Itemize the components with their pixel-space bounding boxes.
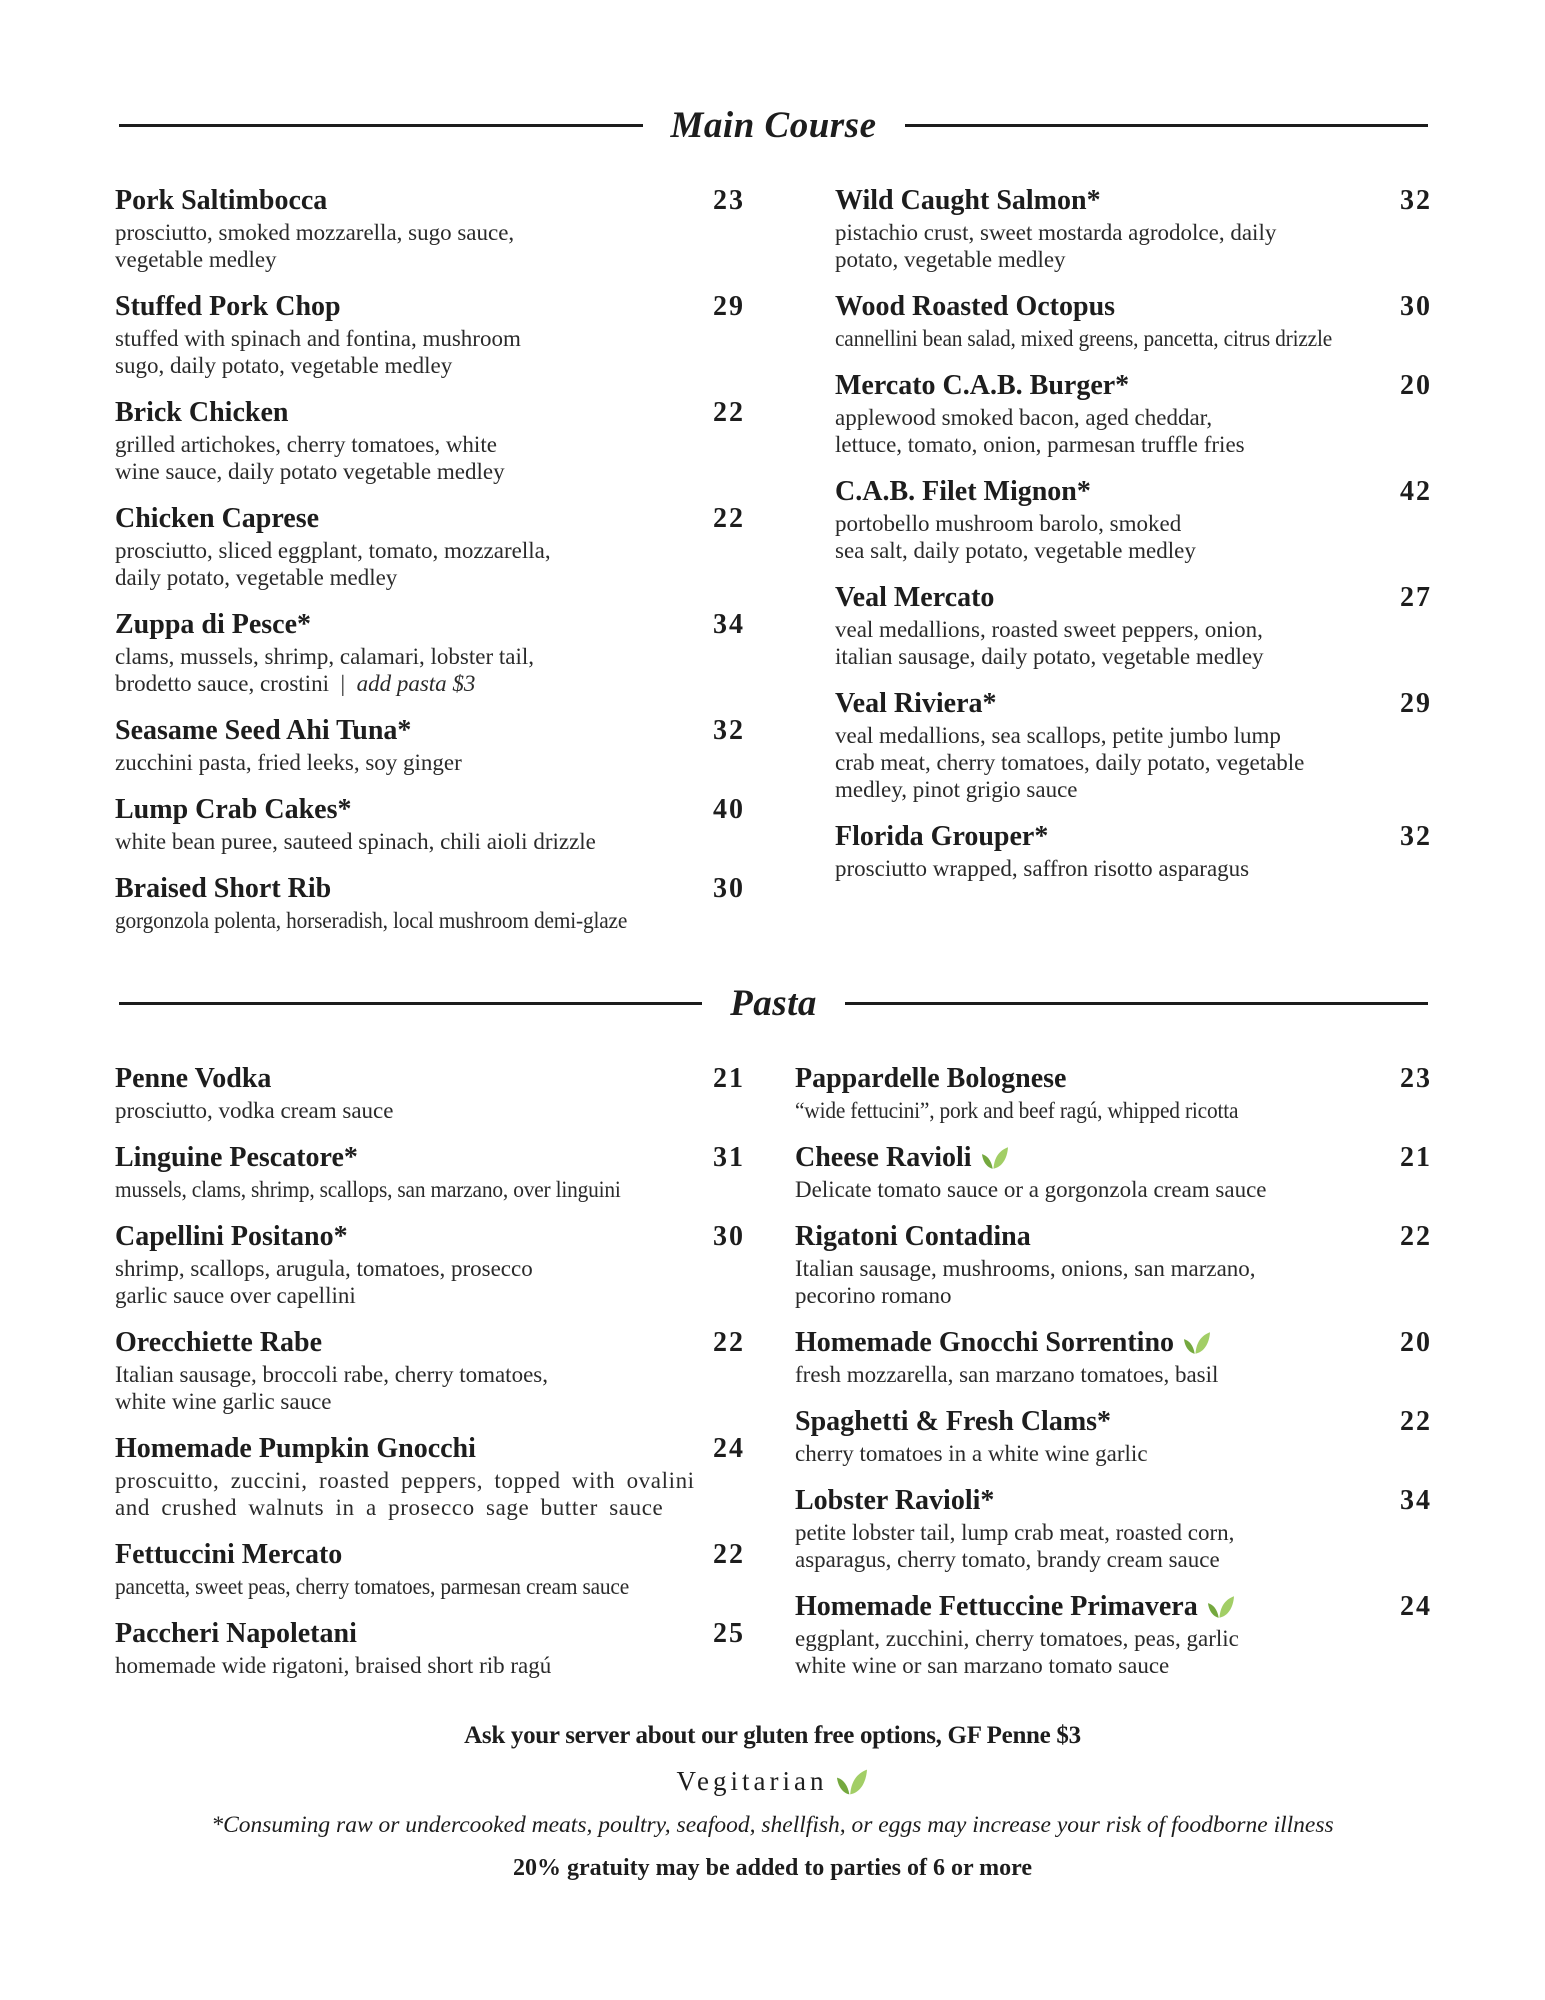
menu-item-name: Lump Crab Cakes*	[115, 794, 352, 825]
menu-item-header	[115, 1063, 745, 1095]
menu-item-price: 24	[713, 1433, 745, 1464]
menu-item-header	[115, 1618, 745, 1650]
menu-item-description-line: shrimp, scallops, arugula, tomatoes, prosecco	[115, 1256, 533, 1281]
gratuity-note: 20% gratuity may be added to parties of 6 or more	[512, 1855, 1033, 1881]
menu-item-header	[795, 1063, 1432, 1095]
menu-item	[115, 794, 745, 855]
gluten-free-note: Ask your server about our gluten free options, GF Penne $3	[464, 1722, 1081, 1749]
menu-item-name: Veal Mercato	[835, 582, 995, 613]
menu-item-description-line: white bean puree, sauteed spinach, chili aioli drizzle	[115, 829, 596, 854]
menu-item-description	[835, 616, 1432, 670]
menu-item	[835, 821, 1432, 882]
menu-item-header	[835, 582, 1432, 614]
menu-item-name: Lobster Ravioli*	[795, 1485, 995, 1516]
menu-item-description-line: pecorino romano	[795, 1283, 952, 1308]
menu-item-name: Homemade Pumpkin Gnocchi	[115, 1433, 476, 1464]
raw-food-disclaimer: *Consuming raw or undercooked meats, poultry, seafood, shellfish, or eggs may increase your risk of foodborne illness	[211, 1812, 1334, 1838]
menu-item-header	[795, 1485, 1432, 1517]
menu-item-description-line: zucchini pasta, fried leeks, soy ginger	[115, 750, 462, 775]
menu-item-description	[115, 537, 745, 591]
menu-item-description-line: prosciutto, smoked mozzarella, sugo sauce,	[115, 220, 515, 245]
menu-item-header	[795, 1406, 1432, 1438]
menu-item-description	[115, 828, 745, 855]
menu-item-description-line: Italian sausage, mushrooms, onions, san marzano,	[795, 1256, 1256, 1281]
menu-item-description	[795, 1519, 1432, 1573]
menu-item-name: Cheese Ravioli	[795, 1142, 972, 1173]
header-rule-right	[905, 124, 1429, 127]
header-rule-left	[119, 1002, 702, 1005]
menu-item-description	[795, 1176, 1432, 1203]
menu-item	[835, 476, 1432, 564]
menu-item	[115, 185, 745, 273]
menu-item	[835, 370, 1432, 458]
menu-item-name: Veal Riviera*	[835, 688, 997, 719]
menu-item-description-line: vegetable medley	[115, 247, 277, 272]
menu-item	[115, 1142, 745, 1203]
menu-item-name: Penne Vodka	[115, 1063, 272, 1094]
menu-item-description-line: proscuitto, zuccini, roasted peppers, topped with ovalini	[115, 1468, 695, 1493]
menu-item-header	[115, 503, 745, 535]
italic-note: add pasta $3	[356, 671, 476, 696]
menu-item-header	[115, 1221, 745, 1253]
menu-item-price: 40	[713, 794, 745, 825]
menu-item-description-line: white wine or san marzano tomato sauce	[795, 1653, 1170, 1678]
menu-item-name: Paccheri Napoletani	[115, 1618, 357, 1649]
menu-item-header	[115, 1539, 745, 1571]
menu-item-price: 34	[1400, 1485, 1432, 1516]
menu-item-description	[835, 404, 1432, 458]
menu-item	[795, 1221, 1432, 1309]
menu-item-description-line: mussels, clams, shrimp, scallops, san marzano, over linguini	[115, 1177, 621, 1202]
menu-item-description-line: white wine garlic sauce	[115, 1389, 332, 1414]
menu-item-price: 32	[1400, 821, 1432, 852]
menu-item-name: Homemade Fettuccine Primavera	[795, 1591, 1198, 1622]
menu-item-description	[115, 1573, 745, 1600]
menu-item-header	[835, 688, 1432, 720]
menu-item-description-line: applewood smoked bacon, aged cheddar,	[835, 405, 1213, 430]
vegetarian-leaf-icon	[981, 1145, 1009, 1171]
menu-item-name: Seasame Seed Ahi Tuna*	[115, 715, 412, 746]
menu-item-description	[115, 1176, 745, 1203]
menu-item	[795, 1591, 1432, 1679]
menu-item-description-line: medley, pinot grigio sauce	[835, 777, 1078, 802]
menu-item-header	[115, 715, 745, 747]
menu-item	[835, 688, 1432, 803]
menu-item-price: 22	[713, 1539, 745, 1570]
menu-item-header	[835, 291, 1432, 323]
menu-item-description-line: “wide fettucini”, pork and beef ragú, whipped ricotta	[795, 1098, 1239, 1123]
menu-item-name: Homemade Gnocchi Sorrentino	[795, 1327, 1175, 1358]
menu-item-name: Zuppa di Pesce*	[115, 609, 312, 640]
menu-item-description	[835, 510, 1432, 564]
header-rule-left	[119, 124, 643, 127]
menu-item-description-line: and crushed walnuts in a prosecco sage butter sauce	[115, 1495, 664, 1520]
menu-item-description-line: daily potato, vegetable medley	[115, 565, 398, 590]
section-title: Pasta	[730, 983, 817, 1024]
menu-item	[795, 1063, 1432, 1124]
menu-item-price: 22	[713, 397, 745, 428]
menu-item-description	[115, 1097, 745, 1124]
menu-item-description	[795, 1361, 1432, 1388]
menu-item	[115, 873, 745, 934]
menu-item-name: Capellini Positano*	[115, 1221, 348, 1252]
menu-item-header	[835, 476, 1432, 508]
menu-item-price: 25	[713, 1618, 745, 1649]
menu-item-price: 32	[713, 715, 745, 746]
menu-item-description	[835, 219, 1432, 273]
menu-item-description	[795, 1625, 1432, 1679]
menu-item-description	[795, 1097, 1432, 1124]
section-title: Main Course	[670, 105, 877, 146]
menu-item-name: C.A.B. Filet Mignon*	[835, 476, 1091, 507]
menu-item-price: 27	[1400, 582, 1432, 613]
menu-item	[115, 1539, 745, 1600]
menu-item-description-line: italian sausage, daily potato, vegetable medley	[835, 644, 1264, 669]
menu-item-description	[115, 1652, 745, 1679]
menu-item-description	[115, 643, 745, 697]
menu-item-price: 22	[1400, 1221, 1432, 1252]
vegetarian-leaf-icon	[836, 1767, 868, 1797]
menu-item-description	[115, 325, 745, 379]
menu-item-description-line: clams, mussels, shrimp, calamari, lobster tail,	[115, 644, 535, 669]
menu-item-header	[115, 873, 745, 905]
menu-item-description	[115, 1255, 745, 1309]
menu-item-header	[795, 1591, 1432, 1623]
menu-item-name: Wood Roasted Octopus	[835, 291, 1116, 322]
menu-item-name: Fettuccini Mercato	[115, 1539, 343, 1570]
menu-item-price: 34	[713, 609, 745, 640]
header-rule-right	[845, 1002, 1428, 1005]
menu-item-description-line: sugo, daily potato, vegetable medley	[115, 353, 453, 378]
menu-item-price: 30	[1400, 291, 1432, 322]
vegetarian-label: Vegitarian	[676, 1766, 828, 1796]
menu-item-header	[795, 1221, 1432, 1253]
menu-item-price: 31	[713, 1142, 745, 1173]
menu-item	[115, 397, 745, 485]
menu-item-price: 22	[713, 1327, 745, 1358]
menu-column-left	[115, 1063, 745, 1697]
menu-item-description	[115, 749, 745, 776]
menu-item-header	[115, 291, 745, 323]
menu-section	[0, 104, 1545, 952]
menu-item-price: 30	[713, 1221, 745, 1252]
menu-item-price: 21	[713, 1063, 745, 1094]
menu-item-description-line: lettuce, tomato, onion, parmesan truffle fries	[835, 432, 1245, 457]
vegetarian-leaf-icon	[1207, 1594, 1235, 1620]
menu-item-description-line: veal medallions, roasted sweet peppers, onion,	[835, 617, 1263, 642]
menu-item	[115, 715, 745, 776]
menu-item-description	[835, 325, 1432, 352]
menu-item-description	[795, 1255, 1432, 1309]
menu-item-description-line: cherry tomatoes in a white wine garlic	[795, 1441, 1148, 1466]
menu-column-left	[115, 185, 745, 952]
section-columns	[0, 185, 1545, 952]
menu-item-description-line: asparagus, cherry tomato, brandy cream sauce	[795, 1547, 1220, 1572]
menu-item-header	[835, 185, 1432, 217]
menu-item-description-line: brodetto sauce, crostini | add pasta $3	[115, 671, 476, 696]
menu-item-price: 20	[1400, 370, 1432, 401]
menu-item	[115, 1221, 745, 1309]
menu-item-name: Spaghetti & Fresh Clams*	[795, 1406, 1112, 1437]
menu-item-description	[795, 1440, 1432, 1467]
menu-item-price: 21	[1400, 1142, 1432, 1173]
menu-item-description-line: grilled artichokes, cherry tomatoes, white	[115, 432, 497, 457]
menu-item-description	[835, 722, 1432, 803]
menu-item-description-line: eggplant, zucchini, cherry tomatoes, peas, garlic	[795, 1626, 1239, 1651]
menu-item-name: Mercato C.A.B. Burger*	[835, 370, 1130, 401]
menu-item-name: Brick Chicken	[115, 397, 289, 428]
menu-item-price: 24	[1400, 1591, 1432, 1622]
menu-item-header	[115, 794, 745, 826]
menu-item-name: Florida Grouper*	[835, 821, 1049, 852]
menu-item	[115, 1433, 745, 1521]
menu-item-name: Stuffed Pork Chop	[115, 291, 341, 322]
menu-section	[0, 982, 1545, 1697]
menu-item-description-line: prosciutto, vodka cream sauce	[115, 1098, 394, 1123]
menu-item-header	[835, 821, 1432, 853]
menu-item	[835, 185, 1432, 273]
menu-item	[795, 1406, 1432, 1467]
menu-item-description-line: petite lobster tail, lump crab meat, roasted corn,	[795, 1520, 1235, 1545]
menu-item-description-line: portobello mushroom barolo, smoked	[835, 511, 1182, 536]
menu-item-description-line: Delicate tomato sauce or a gorgonzola cream sauce	[795, 1177, 1267, 1202]
menu-item	[795, 1327, 1432, 1388]
menu-item-description-line: homemade wide rigatoni, braised short rib ragú	[115, 1653, 552, 1678]
menu-item	[835, 291, 1432, 352]
menu-item-price: 20	[1400, 1327, 1432, 1358]
menu-item-header	[115, 185, 745, 217]
menu-item-description-line: prosciutto, sliced eggplant, tomato, mozzarella,	[115, 538, 551, 563]
section-header	[119, 104, 1428, 147]
vegetarian-legend	[0, 1766, 1545, 1797]
menu-item-header	[115, 1142, 745, 1174]
menu-item	[795, 1142, 1432, 1203]
menu-item-name: Braised Short Rib	[115, 873, 332, 904]
menu-item-header	[795, 1327, 1432, 1359]
menu-item-price: 29	[1400, 688, 1432, 719]
menu-item	[115, 1327, 745, 1415]
menu-item-header	[795, 1142, 1432, 1174]
menu-item-description-line: potato, vegetable medley	[835, 247, 1066, 272]
menu-item-header	[115, 609, 745, 641]
menu-item-price: 42	[1400, 476, 1432, 507]
menu-item-description-line: sea salt, daily potato, vegetable medley	[835, 538, 1196, 563]
menu-item-description	[835, 855, 1432, 882]
menu-item-name: Pappardelle Bolognese	[795, 1063, 1067, 1094]
menu-item-description-line: fresh mozzarella, san marzano tomatoes, basil	[795, 1362, 1219, 1387]
menu-item-description-line: veal medallions, sea scallops, petite jumbo lump	[835, 723, 1281, 748]
menu-item-description	[115, 431, 745, 485]
menu-item-description-line: prosciutto wrapped, saffron risotto asparagus	[835, 856, 1250, 881]
menu-item-header	[835, 370, 1432, 402]
menu-item-price: 22	[713, 503, 745, 534]
menu-item-description	[115, 219, 745, 273]
menu-item-header	[115, 397, 745, 429]
menu-item	[795, 1485, 1432, 1573]
menu-item-description-line: stuffed with spinach and fontina, mushroom	[115, 326, 521, 351]
menu-item-name: Pork Saltimbocca	[115, 185, 328, 216]
menu-item-description	[115, 1467, 745, 1521]
menu-item-name: Chicken Caprese	[115, 503, 320, 534]
menu-item-description-line: cannellini bean salad, mixed greens, pancetta, citrus drizzle	[835, 326, 1333, 351]
section-columns	[0, 1063, 1545, 1697]
menu-item	[115, 503, 745, 591]
menu-item-description-line: crab meat, cherry tomatoes, daily potato, vegetable	[835, 750, 1305, 775]
menu-item	[115, 1618, 745, 1679]
menu-item	[115, 291, 745, 379]
vegetarian-leaf-icon	[1183, 1330, 1211, 1356]
menu-item-description	[115, 1361, 745, 1415]
menu-item-description-line: gorgonzola polenta, horseradish, local mushroom demi-glaze	[115, 908, 628, 933]
menu-item-header	[115, 1433, 745, 1465]
menu-item-header	[115, 1327, 745, 1359]
menu-item-price: 22	[1400, 1406, 1432, 1437]
menu-item-name: Rigatoni Contadina	[795, 1221, 1031, 1252]
menu-item-price: 32	[1400, 185, 1432, 216]
menu-item	[115, 609, 745, 697]
menu-item-description-line: pistachio crust, sweet mostarda agrodolce, daily	[835, 220, 1277, 245]
menu-column-right	[795, 1063, 1432, 1697]
menu-item-description-line: garlic sauce over capellini	[115, 1283, 356, 1308]
menu-item	[115, 1063, 745, 1124]
menu-item-price: 23	[1400, 1063, 1432, 1094]
menu-item-description-line: wine sauce, daily potato vegetable medley	[115, 459, 505, 484]
menu-item-price: 29	[713, 291, 745, 322]
menu-column-right	[835, 185, 1432, 952]
menu-item-name: Orecchiette Rabe	[115, 1327, 323, 1358]
menu-item	[835, 582, 1432, 670]
menu-item-name: Wild Caught Salmon*	[835, 185, 1101, 216]
menu-item-description-line: pancetta, sweet peas, cherry tomatoes, parmesan cream sauce	[115, 1574, 630, 1599]
menu-item-description	[115, 907, 745, 934]
section-header	[119, 982, 1428, 1025]
menu-item-price: 23	[713, 185, 745, 216]
menu-item-price: 30	[713, 873, 745, 904]
menu-item-description-line: Italian sausage, broccoli rabe, cherry tomatoes,	[115, 1362, 548, 1387]
menu-item-name: Linguine Pescatore*	[115, 1142, 358, 1173]
menu-footer	[0, 1722, 1545, 1882]
